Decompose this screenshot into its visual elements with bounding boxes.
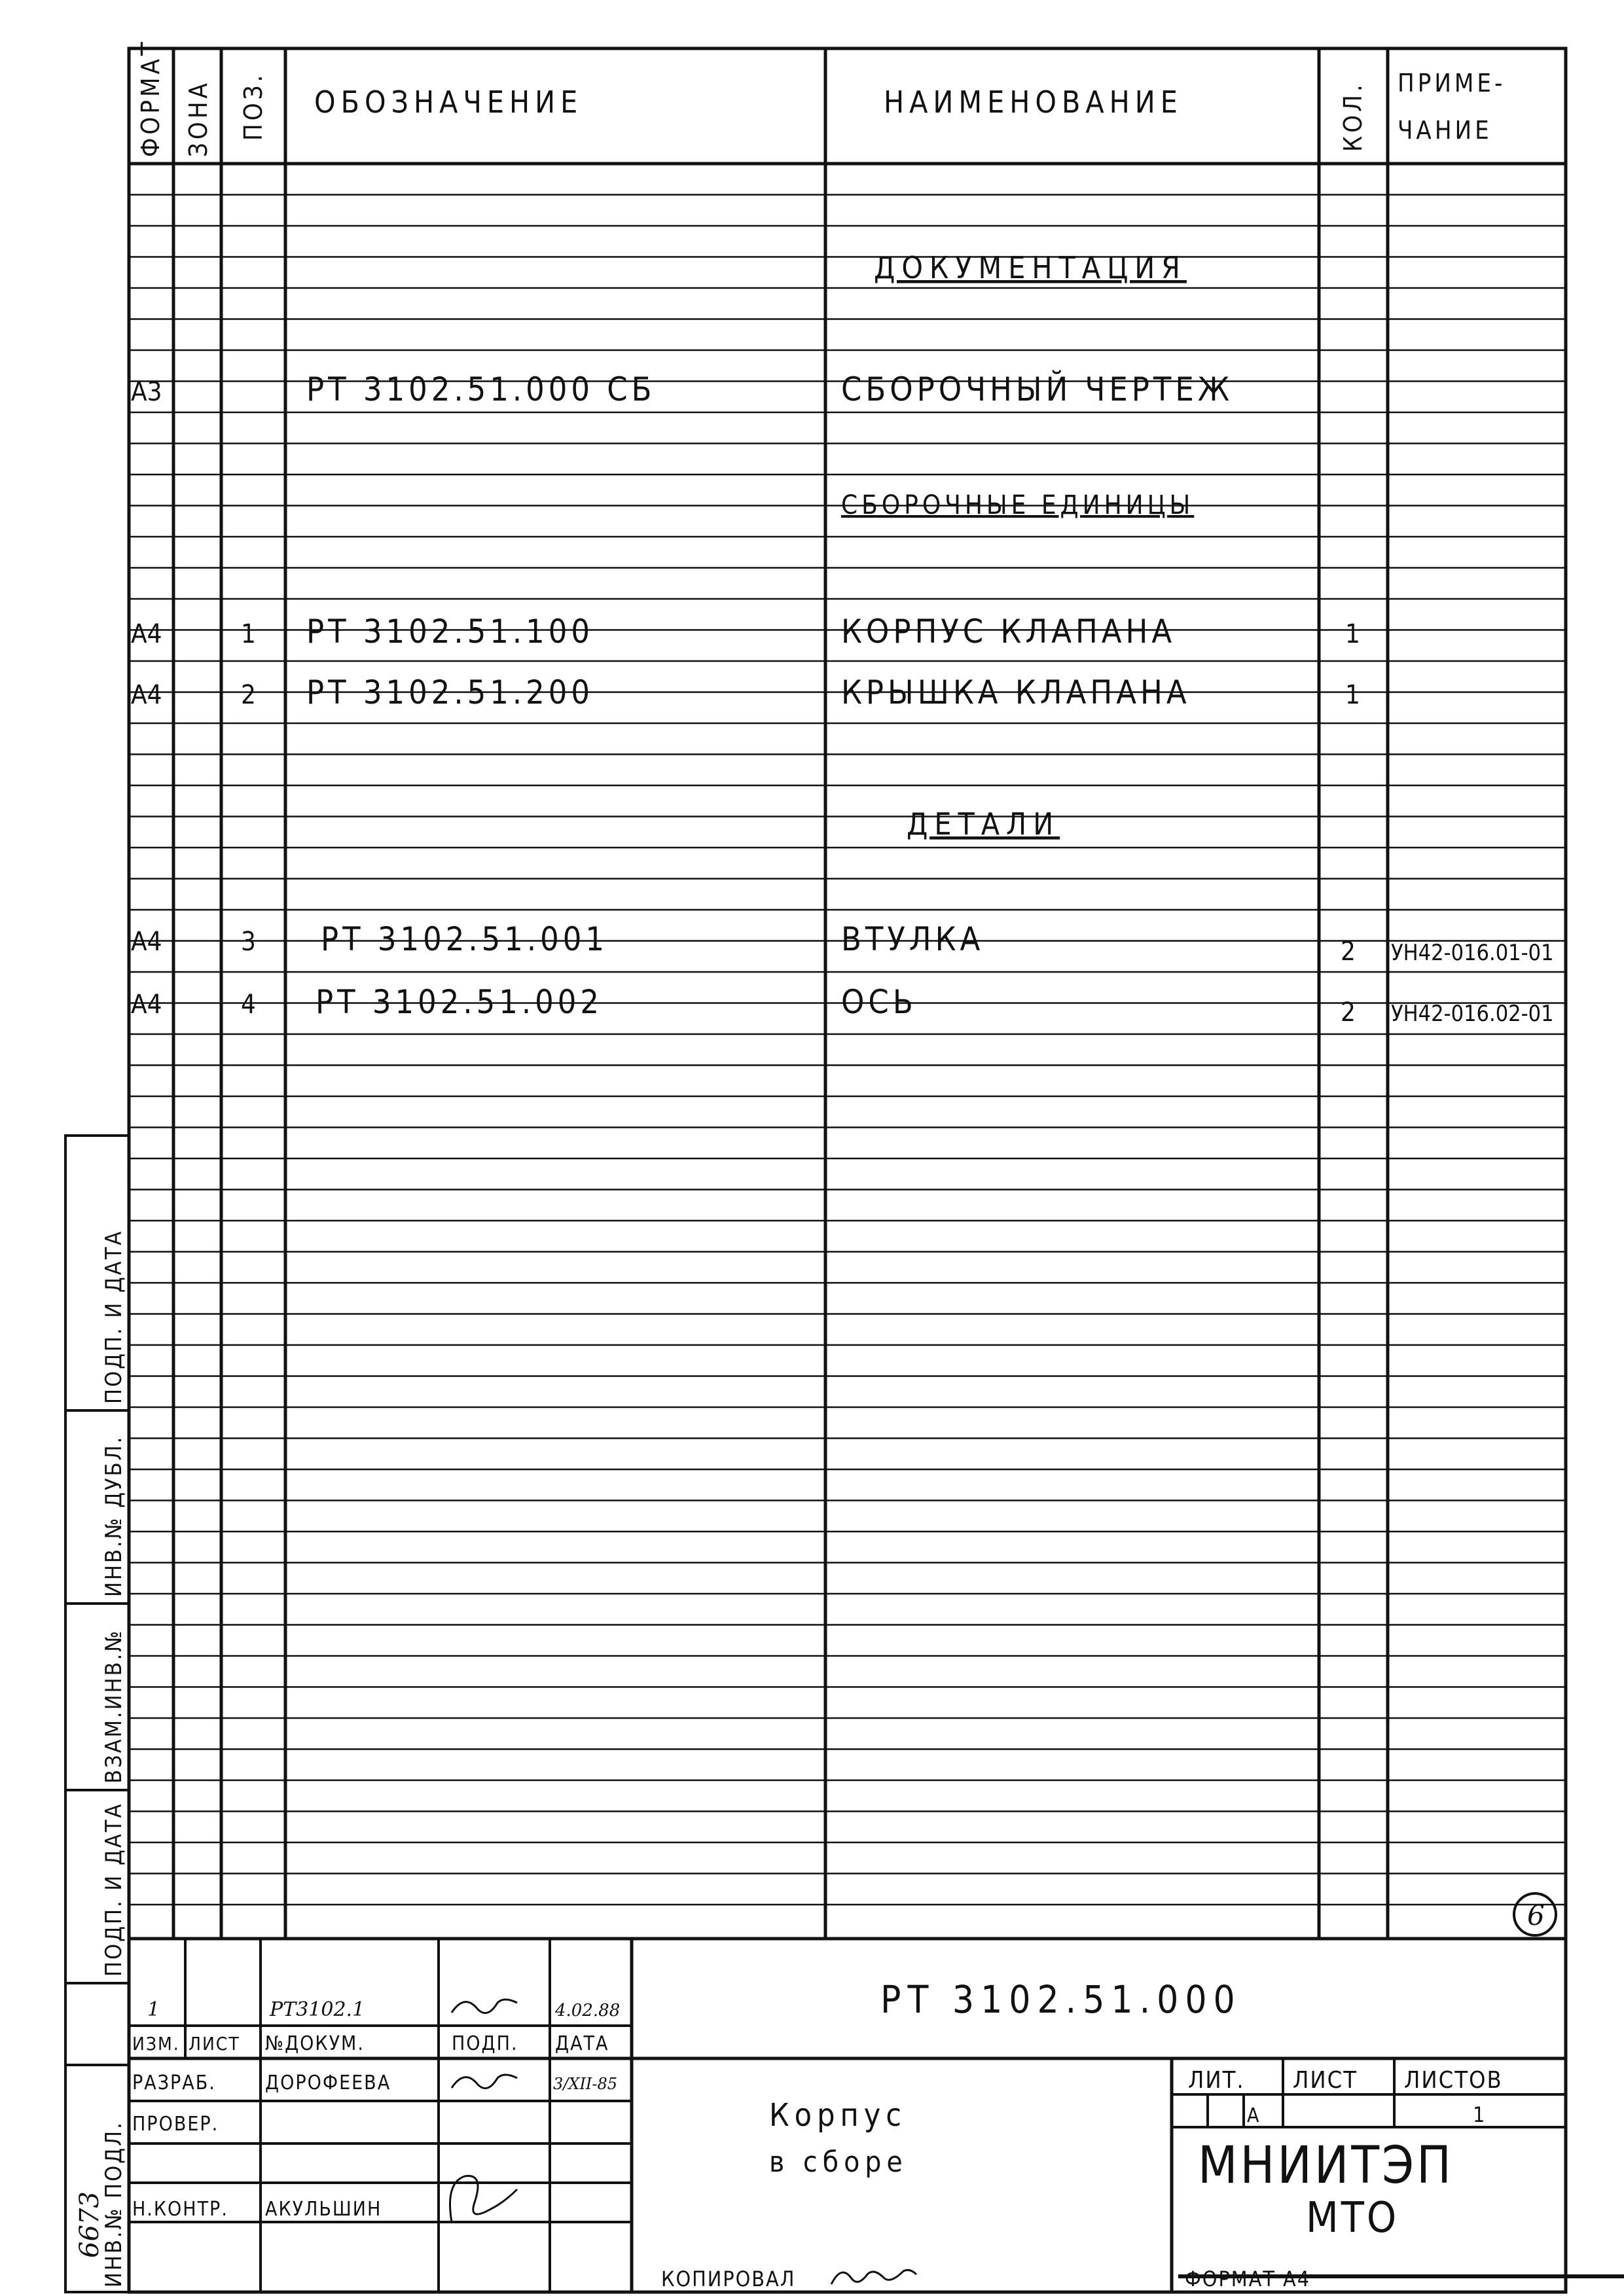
sheet-number: 6	[1527, 1899, 1545, 1931]
row-position: 2	[241, 680, 256, 710]
revision-signature-icon	[452, 2000, 517, 2013]
section-assemblies: СБОРОЧНЫЕ ЕДИНИЦЫ	[841, 490, 1195, 520]
row-name: ОСЬ	[841, 983, 917, 1021]
row-name: КОРПУС КЛАПАНА	[841, 613, 1176, 651]
format-label: ФОРМАТ А4	[1185, 2267, 1311, 2291]
row-name: СБОРОЧНЫЙ ЧЕРТЕЖ	[841, 370, 1234, 408]
revision-number: 1	[147, 1998, 160, 2021]
title-line2: в сборе	[769, 2145, 908, 2179]
lit-label: ЛИТ.	[1188, 2067, 1245, 2094]
norm-control-label: Н.КОНТР.	[132, 2198, 228, 2221]
row-note: УН42-016.01-01	[1391, 940, 1554, 966]
row-designation: РТ 3102.51.001	[321, 920, 608, 958]
developer-date: 3/XII-85	[553, 2075, 618, 2093]
header-designation: ОБОЗНАЧЕНИЕ	[314, 84, 583, 120]
section-documentation: ДОКУМЕНТАЦИЯ	[874, 250, 1187, 285]
developer-signature-icon	[452, 2075, 517, 2089]
revision-document: РТ3102.1	[270, 1998, 365, 2021]
header-position: ПОЗ.	[239, 71, 268, 141]
col-izm: ИЗМ.	[132, 2033, 180, 2054]
row-format: А4	[131, 927, 162, 957]
header-note-line1: ПРИМЕ-	[1398, 69, 1506, 98]
side-signature-date-2: ПОДП. И ДАТА	[101, 1229, 127, 1404]
row-valve-body	[131, 613, 1360, 651]
side-inventory-original: ИНВ.№ ПОДЛ.	[101, 2121, 127, 2287]
sheets-value: 1	[1473, 2102, 1487, 2127]
table-row-lines	[129, 195, 1566, 1905]
sheet-label: ЛИСТ	[1293, 2067, 1358, 2094]
side-signature-date-1: ПОДП. И ДАТА	[101, 1802, 127, 1977]
developer-name: ДОРОФЕЕВА	[265, 2072, 391, 2094]
row-note: УН42-016.02-01	[1391, 1001, 1554, 1027]
header-note-line2: ЧАНИЕ	[1398, 116, 1492, 145]
header-format: ФОРМАТ	[136, 39, 165, 157]
col-data: ДАТА	[555, 2032, 609, 2055]
row-designation: РТ 3102.51.100	[306, 613, 594, 651]
lit-value: А	[1247, 2104, 1261, 2127]
row-name: ВТУЛКА	[841, 920, 984, 958]
row-bushing	[131, 920, 1554, 967]
row-designation: РТ 3102.51.002	[316, 983, 603, 1021]
developer-label: РАЗРАБ.	[132, 2072, 216, 2094]
row-format: А3	[131, 377, 162, 407]
col-podp: ПОДП.	[452, 2032, 518, 2055]
row-name: КРЫШКА КЛАПАНА	[841, 673, 1191, 711]
copied-by-label: КОПИРОВАЛ	[661, 2267, 796, 2291]
side-inventory-number: 6673	[75, 2191, 105, 2258]
row-quantity: 1	[1345, 680, 1360, 710]
row-documentation-assembly-drawing	[131, 370, 1233, 408]
header-zone: ЗОНА	[184, 80, 213, 157]
row-axle	[131, 983, 1554, 1028]
row-format: А4	[131, 619, 162, 649]
side-replaced-inventory: ВЗАМ.ИНВ.№	[101, 1628, 127, 1784]
row-quantity: 1	[1345, 619, 1360, 649]
revision-date: 4.02.88	[555, 2001, 621, 2020]
header-name: НАИМЕНОВАНИЕ	[884, 84, 1183, 120]
row-format: А4	[131, 990, 162, 1020]
col-list: ЛИСТ	[189, 2033, 240, 2054]
copied-by-signature-icon	[831, 2270, 916, 2284]
row-position: 3	[241, 927, 256, 957]
row-designation: РТ 3102.51.200	[306, 673, 594, 711]
document-designation: РТ 3102.51.000	[880, 1977, 1242, 2022]
row-quantity: 2	[1341, 997, 1356, 1028]
header-quantity: КОЛ.	[1339, 81, 1367, 152]
organization-line1: МНИИТЭП	[1198, 2136, 1454, 2195]
organization-line2: МТО	[1306, 2194, 1399, 2242]
row-position: 1	[241, 619, 256, 649]
section-parts: ДЕТАЛИ	[907, 806, 1060, 842]
row-quantity: 2	[1341, 937, 1356, 967]
col-ndoc: №ДОКУМ.	[265, 2032, 365, 2055]
checker-label: ПРОВЕР.	[132, 2113, 219, 2136]
row-designation: РТ 3102.51.000 СБ	[306, 370, 656, 408]
side-duplicate-inventory: ИНВ.№ ДУБЛ.	[101, 1435, 127, 1597]
norm-control-name: АКУЛЬШИН	[265, 2198, 382, 2221]
row-position: 4	[241, 990, 256, 1020]
title-line1: Корпус	[769, 2097, 907, 2134]
sheets-label: ЛИСТОВ	[1404, 2067, 1503, 2094]
row-format: А4	[131, 680, 162, 710]
